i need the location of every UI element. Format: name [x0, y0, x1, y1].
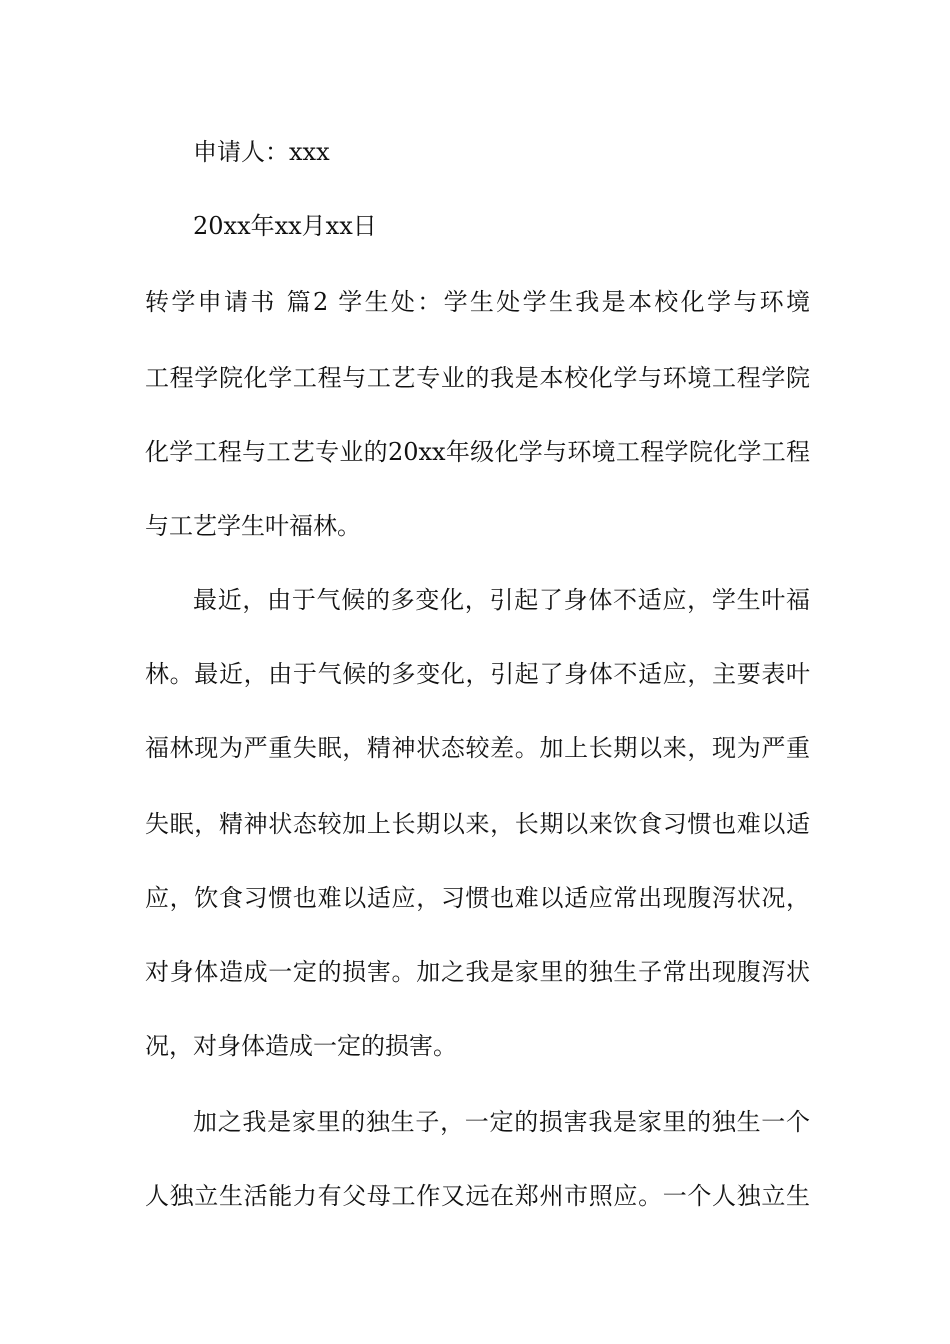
body-line: 失眠，精神状态较加上长期以来，长期以来饮食习惯也难以适	[145, 810, 810, 838]
applicant-line: 申请人：xxx	[193, 138, 330, 166]
body-line: 化学工程与工艺专业的20xx年级化学与环境工程学院化学工程	[145, 438, 810, 466]
body-line: 林。最近，由于气候的多变化，引起了身体不适应，主要表叶	[145, 660, 810, 688]
body-line: 人独立生活能力有父母工作又远在郑州市照应。一个人独立生	[145, 1182, 810, 1210]
body-line: 福林现为严重失眠，精神状态较差。加上长期以来，现为严重	[145, 734, 810, 762]
body-line: 工程学院化学工程与工艺专业的我是本校化学与环境工程学院	[145, 364, 810, 392]
body-line: 最近，由于气候的多变化，引起了身体不适应，学生叶福	[193, 586, 810, 614]
date-line: 20xx年xx月xx日	[193, 212, 377, 240]
body-line: 加之我是家里的独生子，一定的损害我是家里的独生一个	[193, 1108, 810, 1136]
body-line: 与工艺学生叶福林。	[145, 512, 361, 540]
body-line: 应，饮食习惯也难以适应，习惯也难以适应常出现腹泻状况，	[145, 884, 810, 912]
body-line: 转学申请书 篇2 学生处：学生处学生我是本校化学与环境	[145, 288, 810, 316]
body-line: 况，对身体造成一定的损害。	[145, 1032, 457, 1060]
body-line: 对身体造成一定的损害。加之我是家里的独生子常出现腹泻状	[145, 958, 810, 986]
